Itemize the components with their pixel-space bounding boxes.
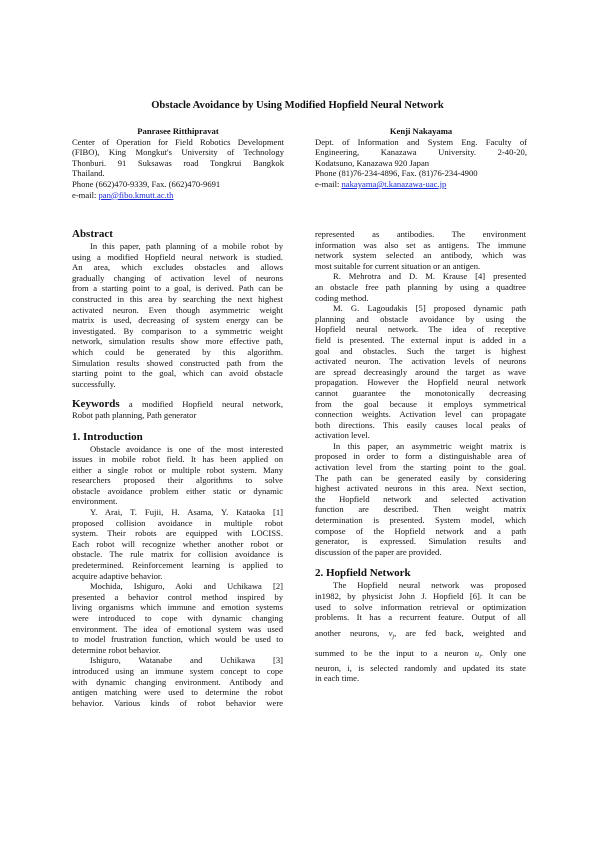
text-line: researchers proposed their algorithms to solve: [72, 475, 283, 486]
text-line: compose of the Hopfield network and a path: [315, 525, 526, 536]
text-line: planning and obstacle avoidance by using the: [315, 313, 526, 324]
text-fragment: another neurons,: [315, 627, 380, 638]
math-symbol: v: [388, 627, 393, 638]
keywords: [72, 399, 283, 420]
text-line: discussion of the paper are provided.: [315, 546, 442, 557]
text-line: gradually changing of activation level of neurons: [72, 272, 283, 283]
math-symbol: u: [474, 647, 480, 658]
text-line: Y. Arai, T. Fujii, H. Asama, Y. Kataoka [1]: [90, 507, 283, 518]
text-line: determination is presented. System model, which: [315, 515, 526, 526]
text-line: issues in mobile robot field. It has been applied on: [72, 454, 283, 465]
text-line: both directions. This easily causes local peaks of: [315, 419, 526, 430]
math-subscript: i: [479, 653, 481, 660]
keywords-line: [72, 399, 283, 410]
body-paragraph: [315, 303, 526, 441]
right-column: [315, 229, 526, 684]
body-paragraph: [315, 271, 526, 303]
text-line: goal and obstacles. Such the target is highest: [315, 345, 526, 356]
text-line: Simulation results showed constructed path from the: [72, 357, 283, 368]
text-line: proposed collision avoidance in multiple robot: [72, 517, 283, 528]
text-line: constructed in this area by searching the next highest: [72, 293, 283, 304]
text-line: in1982, by physicist John J. Hopfield [6]. It can be: [315, 591, 526, 601]
keywords-text: a modified Hopfield neural network,: [128, 399, 283, 410]
author-block-1: [72, 126, 284, 200]
text-line: using a modified Hopfield neural network is studied.: [72, 251, 283, 262]
text-line: highest activated neurons in this area. Next section,: [315, 483, 526, 494]
text-line: an obstacle free path planning by using a quadtree: [315, 281, 526, 292]
affiliation-line: Engineering, Kanazawa University. 2-40-20,: [315, 147, 527, 158]
text-line: R. Mehrotra and D. M. Krause [4] presented: [333, 271, 526, 282]
text-line: environment. The idea of emotional system was used: [72, 623, 283, 634]
text-line: either a single robot or multiple robot system. Many: [72, 464, 283, 475]
text-line: obstacle. The rule matrix for collision avoidance is: [72, 549, 283, 560]
text-line: network, simulation results show more effective path,: [72, 336, 283, 347]
keywords-label: Keywords: [72, 398, 120, 411]
email-link[interactable]: pan@fibo.kmutt.ac.th: [98, 189, 174, 200]
text-line: in each time.: [315, 673, 360, 684]
text-line: environment.: [72, 496, 118, 507]
text-line: introduced using an immune system concept to cope: [72, 665, 283, 676]
author-email-row: [315, 179, 527, 190]
text-line: activated neuron. Even though asymmetric weight: [72, 304, 283, 315]
text-line: investigated. By comparison to a symmetric weight: [72, 325, 283, 336]
text-line: are spread decreasingly around the target as wave: [315, 366, 526, 377]
text-line: generator, is expressed. Simulation results and: [315, 536, 526, 547]
text-line: determine robot behavior.: [72, 644, 161, 655]
text-line: to model frustration function, which would be used to: [72, 634, 283, 645]
email-link[interactable]: nakayama@t.kanazawa-uac.jp: [341, 178, 447, 189]
intro-paragraph-4: [72, 655, 283, 708]
text-line-with-math: [315, 623, 526, 643]
text-line: Mochida, Ishiguro, Aoki and Uchikawa [2]: [90, 581, 283, 592]
author-name: Panrasee Ritthipravat: [137, 126, 219, 136]
text-line: connection weights. Activation level can propagate: [315, 409, 526, 420]
body-paragraph: [315, 441, 526, 558]
text-line: Robot path planning, Path generator: [72, 409, 197, 420]
text-line: successfully.: [72, 378, 116, 389]
text-line: coding method.: [315, 292, 369, 303]
text-line: neuron, i, is selected randomly and updated its state: [315, 662, 526, 673]
text-line: The Hopfield neural network was proposed: [333, 580, 526, 591]
section-2-heading: 2. Hopfield Network: [315, 567, 411, 580]
text-line: predetermined. Reinforcement learning is applied to: [72, 560, 283, 571]
text-line: living organisms which immune and emotion systems: [72, 602, 283, 613]
text-fragment: summed to be the input to a neuron: [315, 647, 469, 658]
text-line: Obstacle avoidance is one of the most interested: [90, 443, 283, 454]
author-email-row: [72, 190, 284, 201]
affiliation-line: Thailand.: [72, 168, 105, 179]
text-line: system. Their robots are equipped with LOCISS.: [72, 528, 283, 539]
text-line: matrix is used, decreasing of system energy can be: [72, 315, 283, 326]
text-line: An area, which excludes obstacles and allows: [72, 262, 283, 273]
text-line: presented a behavior control method inspired by: [72, 591, 283, 602]
text-line: activation level from the starting point to the goal.: [315, 462, 526, 473]
text-line: problems. It has a recurrent feature. Output of all: [315, 612, 526, 623]
text-line: behavior. Various kinds of robot behavior were: [72, 697, 283, 708]
text-line: propagation. However the Hopfield neural network: [315, 377, 526, 388]
abstract-heading: Abstract: [72, 228, 113, 240]
text-line: acquire adaptive behavior.: [72, 570, 163, 581]
section-2-text: [315, 580, 526, 684]
text-line: In this paper, an asymmetric weight matrix is: [333, 440, 526, 451]
affiliation-line: Dept. of Information and System Eng. Faculty of: [315, 136, 527, 147]
text-line: cannot guarantee the monotonically decreasing: [315, 387, 526, 398]
email-label: e-mail:: [315, 178, 340, 189]
text-line: activation level.: [315, 430, 370, 441]
author-name: Kenji Nakayama: [389, 126, 453, 136]
author-block-2: [315, 126, 527, 190]
affiliation-line: Center of Operation for Field Robotics Development: [72, 136, 284, 147]
author-phone: Phone (81)76-234-4896, Fax. (81)76-234-4900: [315, 168, 478, 179]
text-line: proposed in order to form a distinguishable area of: [315, 451, 526, 462]
text-line: obstacle avoidance problem either static or dynamic: [72, 485, 283, 496]
text-line: most suitable for current situation or an antigen.: [315, 260, 481, 271]
intro-paragraph-3: [72, 581, 283, 655]
text-line: M. G. Lagoudakis [5] proposed dynamic path: [333, 303, 526, 314]
math-subscript: j: [392, 633, 395, 640]
text-line: network system selected an antibody, which was: [315, 250, 526, 261]
text-line: Ishiguro, Watanabe and Uchikawa [3]: [90, 655, 283, 666]
text-line: function are described. Then weight matrix: [315, 504, 526, 515]
text-line: the Hopfield network and selected activation: [315, 493, 526, 504]
author-phone: Phone (662)470-9339, Fax. (662)470-9691: [72, 178, 221, 189]
text-fragment: , are fed back, weighted and: [394, 627, 526, 638]
affiliation-line: Thonburi. 91 Suksawas road Tongkrui Bangkok: [72, 157, 284, 168]
text-line: represented as antibodies. The environment: [315, 229, 526, 239]
text-fragment: . Only one: [480, 647, 527, 658]
body-paragraph: [315, 229, 526, 271]
affiliation-line: (FIBO), King Mongkut's University of Technology: [72, 147, 284, 158]
text-line: information was also set as antigens. The immune: [315, 239, 526, 250]
text-line: from a starting point to a goal, is derived. Path can be: [72, 283, 283, 294]
text-line: which could be generated by this algorithm.: [72, 346, 283, 357]
text-line: In this paper, path planning of a mobile robot by: [90, 241, 283, 251]
intro-paragraph-2: [72, 507, 283, 581]
paper-title: Obstacle Avoidance by Using Modified Hopfield Neural Network: [151, 100, 444, 111]
text-line: activated neuron. The activation levels of neurons: [315, 356, 526, 367]
text-line: used to solve information retrieval or optimization: [315, 601, 526, 612]
text-line: antigen matching were used to determine the robot: [72, 687, 283, 698]
text-line-with-math: [315, 643, 526, 663]
left-column: [72, 228, 283, 708]
text-line: were introduced to cope with dynamic changing: [72, 613, 283, 623]
text-line: starting point to the goal, which can avoid obstacle: [72, 368, 283, 379]
text-line: with dynamic changing environment. Antibody and: [72, 676, 283, 687]
text-line: Each robot will recognize whether another robot or: [72, 538, 283, 549]
text-line: field is presented. The external input is added in a: [315, 334, 526, 345]
text-line: The path can be generated easily by considering: [315, 472, 526, 483]
abstract-text: [72, 241, 283, 389]
text-line: from the goal because it employs symmetrical: [315, 398, 526, 409]
intro-heading: 1. Introduction: [72, 430, 143, 443]
intro-paragraph-1: [72, 444, 283, 508]
text-line: Hopfield neural network. The idea of receptive: [315, 324, 526, 335]
email-label: e-mail:: [72, 189, 97, 200]
affiliation-line: Kodatsuno, Kanazawa 920 Japan: [315, 157, 430, 168]
